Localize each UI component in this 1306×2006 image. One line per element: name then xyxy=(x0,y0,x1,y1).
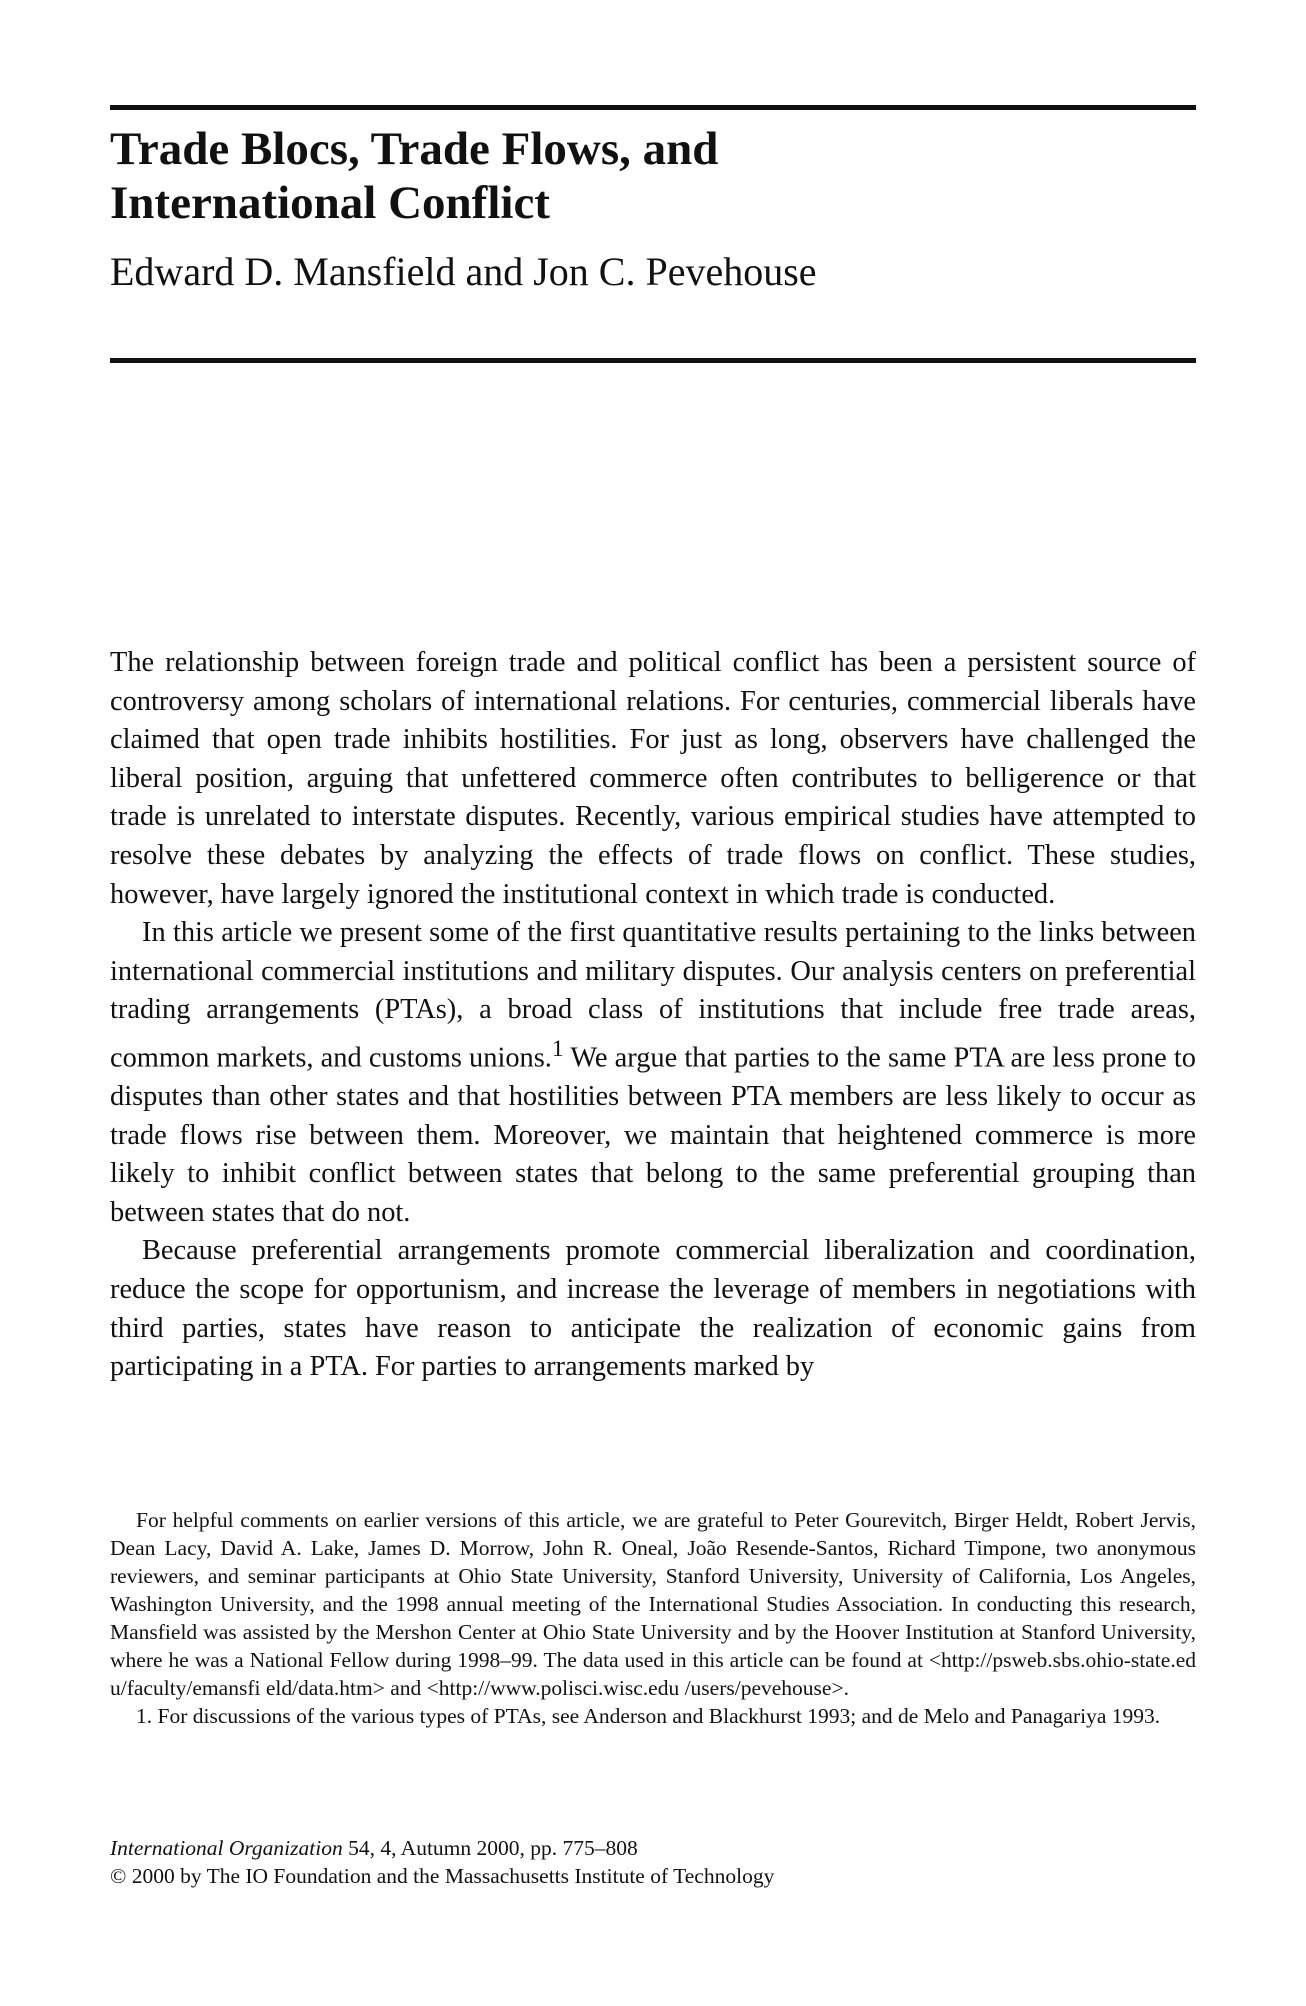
journal-name: International Organization xyxy=(110,1836,343,1860)
bottom-rule xyxy=(110,358,1196,363)
body-paragraph-1: The relationship between foreign trade and political conflict has been a persistent source of controversy among scholars of international relations. For centuries, commercial liberals have claimed that open trade inhibits hostilities. For just as long, observers have challenged the liberal position, arguing that unfettered commerce often contributes to belligerence or that trade is unrelated to interstate disputes. Recently, various empirical studies have attempted to resolve these debates by analyzing the effects of trade flows on conflict. These studies, however, have largely ignored the institutional context in which trade is conducted. xyxy=(110,647,1196,910)
title-line-1: Trade Blocs, Trade Flows, and xyxy=(110,123,719,175)
acknowledgment-text: For helpful comments on earlier versions of this article, we are grateful to Peter Gourevitch, Birger Heldt, Robert Jervis, Dean Lacy, David A. Lake, James D. Morrow, John R. Oneal, João Resende-Santos, Richard Timpone, two anonymous reviewers, and seminar participants at Ohio State University, Stanford University, University of California, Los Angeles, Washington University, and the 1998 annual meeting of the International Studies Association. In conducting this research, Mansfield was assisted by the Mershon Center at Ohio State University and by the Hoover Institution at Stanford University, where he was a National Fellow during 1998–99. The data used in this article can be found at xyxy=(110,1508,1196,1672)
copyright-line: © 2000 by The IO Foundation and the Massachusetts Institute of Technology xyxy=(110,1864,775,1888)
footnote-1: 1. For discussions of the various types of PTAs, see Anderson and Blackhurst 1993; and de Melo and Panagariya 1993. xyxy=(136,1704,1161,1728)
footnotes xyxy=(110,1506,1196,1730)
article-title xyxy=(110,122,1196,230)
title-line-2: International Conflict xyxy=(110,177,550,229)
article-body xyxy=(110,644,1196,1387)
top-rule xyxy=(110,105,1196,110)
body-paragraph-3: Because preferential arrangements promote commercial liberalization and coordination, reduce the scope for opportunism, and increase the leverage of members in negotiations with third parties, states have reason to anticipate the realization of economic gains from participating in a PTA. For parties to arrangements marked by xyxy=(110,1235,1196,1383)
article-authors: Edward D. Mansfield and Jon C. Pevehouse xyxy=(110,249,817,294)
url-connector: and xyxy=(384,1676,427,1700)
journal-citation xyxy=(110,1834,774,1890)
paragraph-2-text-start: In this article we present some of the first quantitative results pertaining to the links between international commercial institutions and military disputes. Our analysis centers on preferential trading arrangements (PTAs), a broad class of institutions that include free trade areas, common markets, and customs unions. xyxy=(110,917,1196,1074)
paragraph-2-text-end: We argue that parties to the same PTA are less prone to disputes than other states and that hostilities between PTA members are less likely to occur as trade flows rise between them. Moreover, we maintain that heightened commerce is more likely to inhibit conflict between states that belong to the same preferential grouping than between states that do not. xyxy=(110,1042,1196,1228)
data-url-link-1[interactable]: <http://psweb.sbs.ohio-state.edu/faculty/emansfi eld/data.htm> xyxy=(110,1648,1196,1700)
data-url-link-2[interactable]: <http://www.polisci.wisc.edu /users/pevehouse> xyxy=(426,1676,844,1700)
acknowledgment-note xyxy=(110,1506,1196,1702)
body-paragraph-2 xyxy=(110,914,1196,1232)
acknowledgment-end: . xyxy=(843,1676,849,1700)
journal-details: 54, 4, Autumn 2000, pp. 775–808 xyxy=(342,1836,638,1860)
footnote-reference[interactable]: 1 xyxy=(551,1035,564,1062)
citation-line xyxy=(110,1834,774,1862)
